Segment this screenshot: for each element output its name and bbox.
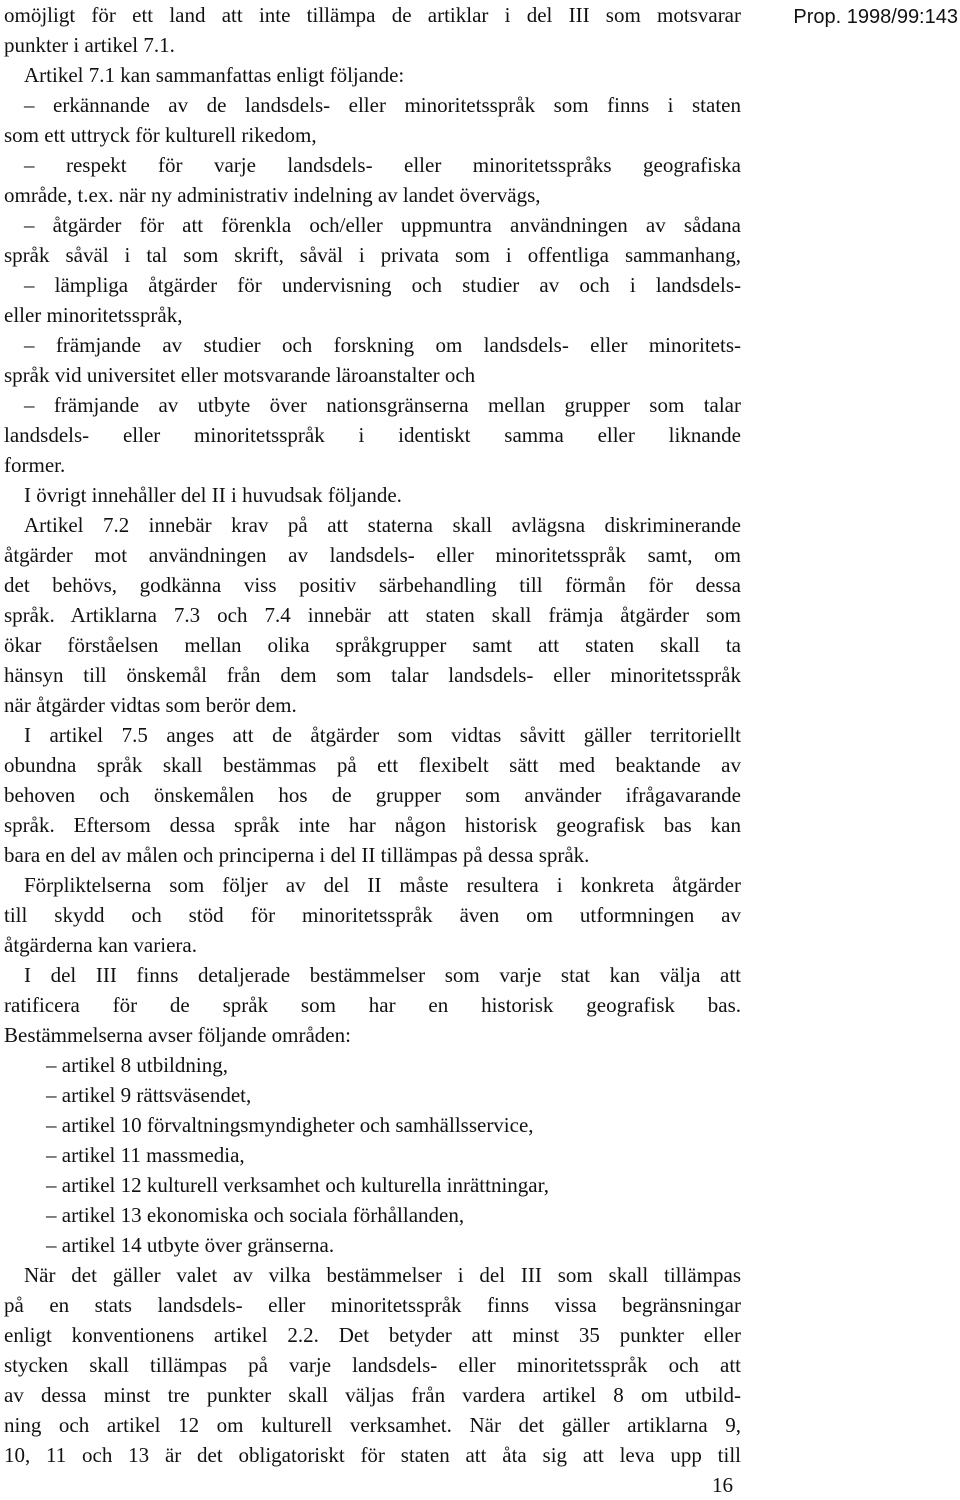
text-line: 10, 11 och 13 är det obligatoriskt för staten att åta sig att leva upp till	[4, 1443, 741, 1467]
list-item: – främjande av studier och forskning om landsdels- eller minoritets-	[24, 333, 741, 357]
proposition-reference: Prop. 1998/99:143	[793, 6, 958, 28]
text-line: språk såväl i tal som skrift, såväl i privata som i offentliga sammanhang,	[4, 243, 741, 267]
list-item: – artikel 13 ekonomiska och sociala förhållanden,	[46, 1203, 465, 1227]
list-item: – främjande av utbyte över nationsgränserna mellan grupper som talar	[24, 393, 741, 417]
text-line: former.	[4, 453, 66, 477]
list-item: – artikel 8 utbildning,	[46, 1053, 228, 1077]
text-line: eller minoritetsspråk,	[4, 303, 183, 327]
text-line: enligt konventionens artikel 2.2. Det betyder att minst 35 punkter eller	[4, 1323, 741, 1347]
text-line: När det gäller valet av vilka bestämmelser i del III som skall tillämpas	[24, 1263, 741, 1287]
text-line: I övrigt innehåller del II i huvudsak följande.	[24, 483, 402, 507]
text-line: av dessa minst tre punkter skall väljas från vardera artikel 8 om utbild-	[4, 1383, 741, 1407]
text-line: språk vid universitet eller motsvarande läroanstalter och	[4, 363, 476, 387]
text-line: behoven och önskemålen hos de grupper som använder ifrågavarande	[4, 783, 741, 807]
text-line: I artikel 7.5 anges att de åtgärder som vidtas såvitt gäller territoriellt	[24, 723, 741, 747]
list-item: – åtgärder för att förenkla och/eller uppmuntra användningen av sådana	[24, 213, 741, 237]
text-line: punkter i artikel 7.1.	[4, 33, 175, 57]
text-line: Bestämmelserna avser följande områden:	[4, 1023, 351, 1047]
text-line: I del III finns detaljerade bestämmelser som varje stat kan välja att	[24, 963, 741, 987]
text-line: bara en del av målen och principerna i del II tillämpas på dessa språk.	[4, 843, 590, 867]
list-item: – artikel 12 kulturell verksamhet och kulturella inrättningar,	[46, 1173, 550, 1197]
text-line: ning och artikel 12 om kulturell verksamhet. När det gäller artiklarna 9,	[4, 1413, 741, 1437]
text-line: ökar förståelsen mellan olika språkgrupper samt att staten skall ta	[4, 633, 741, 657]
text-line: språk. Artiklarna 7.3 och 7.4 innebär att staten skall främja åtgärder som	[4, 603, 741, 627]
text-line: Artikel 7.1 kan sammanfattas enligt följande:	[24, 63, 405, 87]
text-line: till skydd och stöd för minoritetsspråk även om utformningen av	[4, 903, 741, 927]
text-line: ratificera för de språk som har en historisk geografisk bas.	[4, 993, 741, 1017]
text-line: Förpliktelserna som följer av del II måste resultera i konkreta åtgärder	[24, 873, 741, 897]
list-item: – artikel 14 utbyte över gränserna.	[46, 1233, 335, 1257]
list-item: – artikel 11 massmedia,	[46, 1143, 245, 1167]
list-item: – artikel 10 förvaltningsmyndigheter och samhällsservice,	[46, 1113, 534, 1137]
list-item: – respekt för varje landsdels- eller minoritetsspråks geografiska	[24, 153, 741, 177]
text-line: åtgärderna kan variera.	[4, 933, 197, 957]
list-item: – artikel 9 rättsväsendet,	[46, 1083, 252, 1107]
body-text	[4, 0, 741, 1470]
text-line: hänsyn till önskemål från dem som talar landsdels- eller minoritetsspråk	[4, 663, 741, 687]
list-item: – lämpliga åtgärder för undervisning och studier av och i landsdels-	[24, 273, 741, 297]
text-line: omöjligt för ett land att inte tillämpa de artiklar i del III som motsvarar	[4, 3, 741, 27]
text-line: åtgärder mot användningen av landsdels- eller minoritetsspråk samt, om	[4, 543, 741, 567]
text-line: på en stats landsdels- eller minoritetsspråk finns vissa begränsningar	[4, 1293, 741, 1317]
text-line: som ett uttryck för kulturell rikedom,	[4, 123, 317, 147]
page-number: 16	[712, 1473, 733, 1497]
text-line: Artikel 7.2 innebär krav på att staterna skall avlägsna diskriminerande	[24, 513, 741, 537]
text-line: stycken skall tillämpas på varje landsdels- eller minoritetsspråk och att	[4, 1353, 741, 1377]
text-line: obundna språk skall bestämmas på ett flexibelt sätt med beaktande av	[4, 753, 741, 777]
text-line: när åtgärder vidtas som berör dem.	[4, 693, 297, 717]
text-line: det behövs, godkänna viss positiv särbehandling till förmån för dessa	[4, 573, 741, 597]
text-line: landsdels- eller minoritetsspråk i identiskt samma eller liknande	[4, 423, 741, 447]
list-item: – erkännande av de landsdels- eller minoritetsspråk som finns i staten	[24, 93, 741, 117]
text-line: språk. Eftersom dessa språk inte har någon historisk geografisk bas kan	[4, 813, 741, 837]
text-line: område, t.ex. när ny administrativ indelning av landet övervägs,	[4, 183, 541, 207]
